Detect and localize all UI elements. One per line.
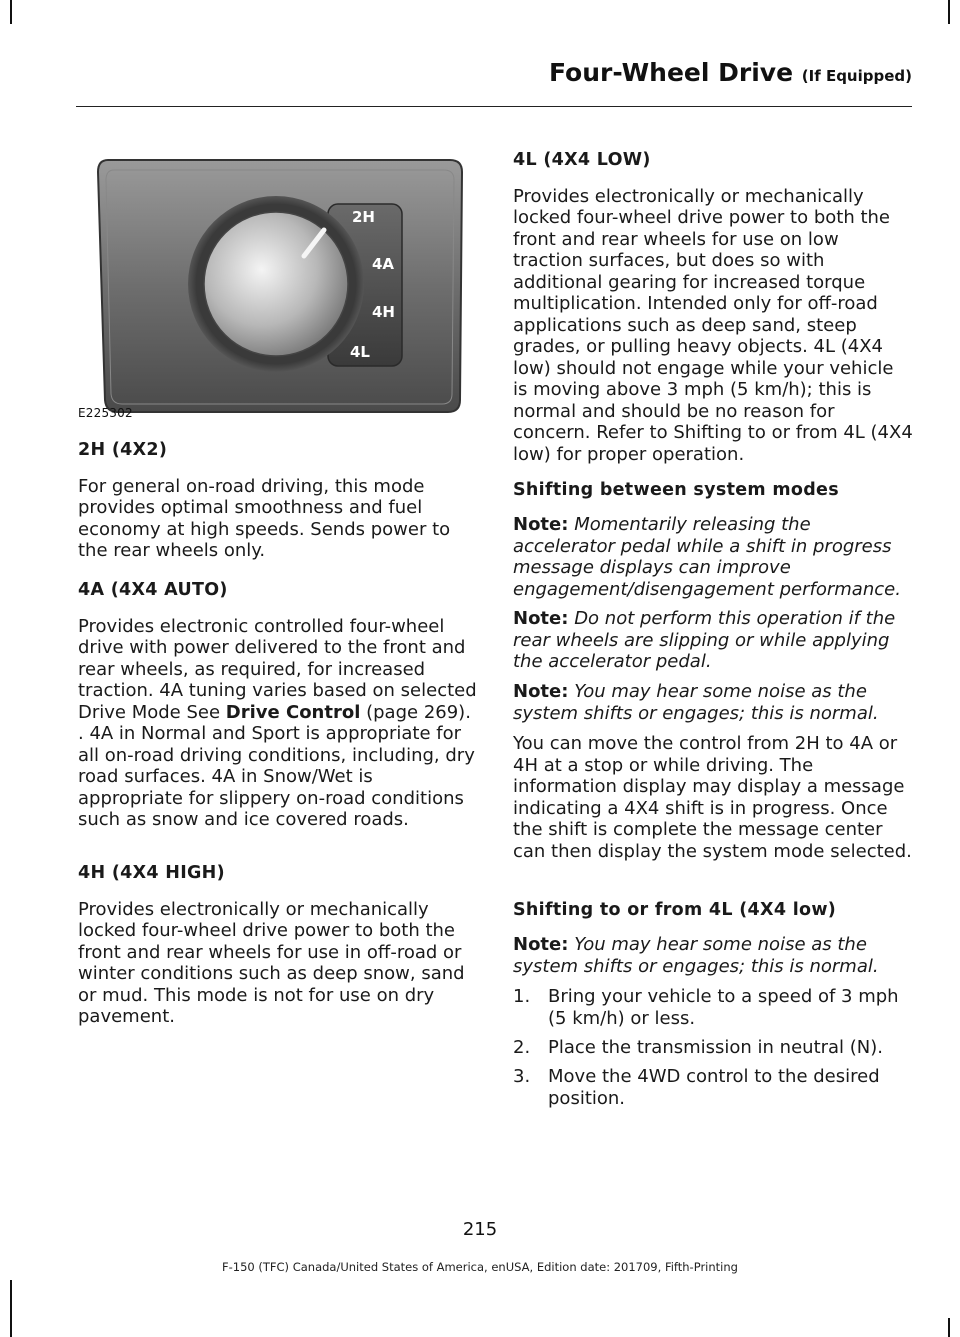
note-2 [513, 608, 913, 673]
note-label: Note: [513, 681, 569, 702]
text-4a-part2: (page 269). . 4A in Normal and Sport is appropriate for all on-road driving conditions, including, dry road surfaces. 4A in Snow/Wet is appropriate for slippery on-road conditions such as snow and ice covered roads. [78, 701, 475, 830]
page-subtitle: (If Equipped) [801, 67, 912, 85]
heading-4l: 4L (4X4 LOW) [513, 150, 651, 170]
position-label-4h: 4H [372, 303, 395, 321]
list-item-number: 3. [513, 1066, 531, 1087]
note-3-text: You may hear some noise as the system shifts or engages; this is normal. [513, 681, 879, 724]
section-4l [513, 150, 913, 465]
position-label-4l: 4L [350, 343, 370, 361]
crop-mark-top-right-vertical [948, 0, 950, 24]
text-2h: For general on-road driving, this mode provides optimal smoothness and fuel economy at high speeds. Sends power to the rear wheels only. [78, 475, 451, 561]
list-item-number: 2. [513, 1037, 531, 1058]
note-4-text: You may hear some noise as the system shifts or engages; this is normal. [513, 934, 879, 977]
heading-2h: 2H (4X2) [78, 440, 168, 460]
section-shifting-modes [513, 480, 913, 502]
note-4 [513, 934, 913, 977]
header-rule [76, 106, 912, 107]
position-label-4a: 4A [372, 255, 395, 273]
list-item-number: 1. [513, 986, 531, 1007]
crop-mark-top-left-vertical [10, 0, 12, 24]
crop-mark-bottom-left-vertical [10, 1280, 12, 1337]
section-4h [78, 863, 478, 1028]
text-4h: Provides electronically or mechanically locked four-wheel drive power to both the front and rear wheels for use in off-road or winter conditions such as deep snow, sand or mud. This mode is not for use on dry pavement. [78, 898, 465, 1027]
4wd-control-illustration [78, 150, 468, 422]
list-item-text: Place the transmission in neutral (N). [548, 1037, 884, 1058]
list-item-text: Bring your vehicle to a speed of 3 mph (5 km/h) or less. [548, 986, 899, 1029]
heading-shifting-4l: Shifting to or from 4L (4X4 low) [513, 900, 837, 920]
position-label-2h: 2H [352, 208, 375, 226]
section-4a [78, 580, 478, 831]
note-3 [513, 681, 913, 724]
note-label: Note: [513, 514, 569, 535]
page-header [0, 58, 912, 87]
note-label: Note: [513, 608, 569, 629]
list-item-text: Move the 4WD control to the desired position. [548, 1066, 880, 1109]
figure-id: E225302 [78, 406, 133, 420]
footer-edition-text: F-150 (TFC) Canada/United States of America, enUSA, Edition date: 201709, Fifth-Printing [222, 1260, 738, 1274]
4wd-control-figure [78, 150, 468, 422]
text-4a-part1: Provides electronic controlled four-wheel drive with power delivered to the front and rear wheels, as required, for increased traction. 4A tuning varies based on selected Drive Mode See [78, 615, 477, 723]
note-1 [513, 514, 913, 600]
note-1-text: Momentarily releasing the accelerator pedal while a shift in progress message displays can improve engagement/disengagement performance. [513, 514, 901, 600]
drive-control-link[interactable]: Drive Control [225, 701, 361, 723]
heading-4a: 4A (4X4 AUTO) [78, 580, 228, 600]
note-2-text: Do not perform this operation if the rear wheels are slipping or while applying the accelerator pedal. [513, 608, 896, 672]
heading-shifting-modes: Shifting between system modes [513, 480, 839, 500]
shifting-modes-text: You can move the control from 2H to 4A or 4H at a stop or while driving. The information display may display a message indicating a 4X4 shift is in progress. Once the shift is complete the message center can then display the system mode selected. [513, 733, 912, 862]
page-title: Four-Wheel Drive [548, 58, 794, 87]
heading-4h: 4H (4X4 HIGH) [78, 863, 225, 883]
text-4a [78, 616, 478, 831]
section-shifting-4l [513, 900, 913, 922]
shifting-modes-text-block [513, 733, 913, 862]
text-4l: Provides electronically or mechanically locked four-wheel drive power to both the front and rear wheels for use on low traction surfaces, but does so with additional gearing for increased torque multiplication. Intended only for off-road applications such as deep sand, steep grades, or pulling heavy objects. 4L (4X4 low) should not engage while your vehicle is moving above 3 mph (5 km/h); this is normal and should be no reason for concern. Refer to Shifting to or from 4L (4X4 low) for proper operation. [513, 185, 913, 465]
note-label: Note: [513, 934, 569, 955]
page-number: 215 [462, 1219, 498, 1240]
crop-mark-bottom-right-vertical [948, 1318, 950, 1337]
section-2h [78, 440, 478, 562]
